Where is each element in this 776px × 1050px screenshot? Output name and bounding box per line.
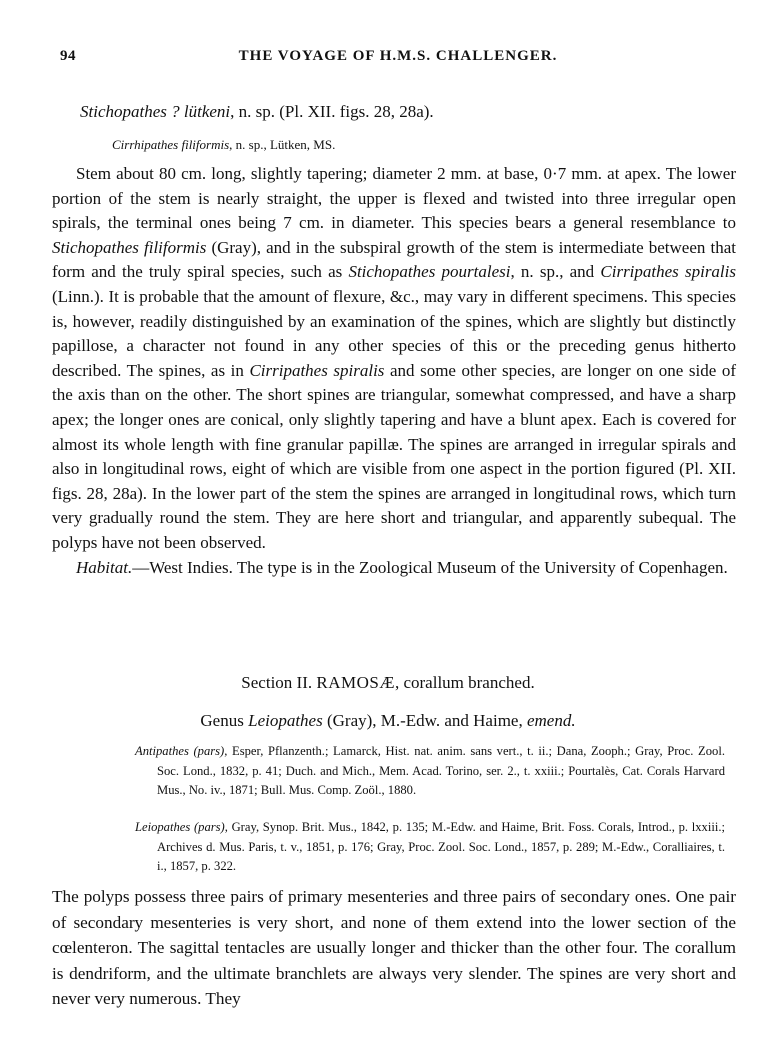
- genus-heading: [0, 711, 776, 731]
- reference-entry: [135, 742, 725, 801]
- genus-description: [52, 884, 736, 1012]
- habitat-paragraph: [52, 556, 736, 581]
- reference-taxon: Leiopathes (pars): [135, 820, 225, 834]
- synonym-line: [112, 137, 335, 153]
- habitat-label: Habitat.: [76, 557, 133, 577]
- reference-text: , Esper, Pflanzenth.; Lamarck, Hist. nat. anim. sans vert., t. ii.; Dana, Zooph.; Gray, Proc. Zool. Soc. Lond., 1832, p. 41; Duch. and Mich., Mem. Acad. Torino, ser. 2., t. xxiii.; Pourtalès, Cat. Corals Harvard Mus., No. iv., 1871; Bull. Mus. Comp. Zoöl., 1880.: [157, 744, 725, 797]
- species-description: [52, 162, 736, 580]
- synonymy-reference: [135, 818, 725, 877]
- description-text-1: Stem about 80 cm. long, slightly tapering; diameter 2 mm. at base, 0·7 mm. at apex. The lower portion of the stem is nearly straight, the upper is flexed and twisted into three irregular open spirals, the terminal ones being 7 cm. in diameter. This species bears a general resemblance to: [52, 164, 736, 233]
- description-taxon-4: Cirripathes spiralis: [249, 360, 385, 380]
- description-text-5: and some other species, are longer on one side of the axis than on the other. The short spines are triangular, somewhat compressed, and have a sharp apex; the longer ones are conical, only slightly tapering and have a blunt apex. Each is covered for almost its whole length with fine granular papillæ. The spines are arranged in irregular spirals and also in longitudinal rows, eight of which are visible from one aspect in the portion figured (Pl. XII. figs. 28, 28a). In the lower part of the stem the spines are arranged in longitudinal rows, which turn very gradually round the stem. They are here short and triangular, and apparently subequal. The polyps have not been observed.: [52, 360, 736, 552]
- section-name: RAMOSÆ: [316, 673, 395, 692]
- page-header: [60, 48, 736, 72]
- description-text-2: (Gray), and in the subspiral growth of the stem is intermediate between that form and the truly spiral species, such as: [52, 237, 736, 282]
- synonym-rest: , n. sp., Lütken, MS.: [229, 137, 336, 152]
- description-taxon-1: Stichopathes filiformis: [52, 237, 207, 257]
- species-name: Stichopathes ? lütkeni: [80, 102, 231, 121]
- habitat-text: —West Indies. The type is in the Zoological Museum of the University of Copenhagen.: [132, 557, 728, 577]
- section-suffix: , corallum branched.: [394, 673, 535, 692]
- running-title: THE VOYAGE OF H.M.S. CHALLENGER.: [238, 48, 558, 64]
- synonymy-reference: [135, 742, 725, 801]
- reference-taxon: Antipathes (pars): [135, 744, 225, 758]
- genus-emend: emend.: [526, 711, 576, 730]
- species-suffix: , n. sp. (Pl. XII. figs. 28, 28a).: [230, 102, 434, 121]
- description-taxon-2: Stichopathes pourtalesi: [348, 262, 511, 282]
- reference-text: , Gray, Synop. Brit. Mus., 1842, p. 135; M.-Edw. and Haime, Brit. Foss. Corals, Introd., p. lxxiii.; Archives d. Mus. Paris, t. v., 1851, p. 176; Gray, Proc. Zool. Soc. Lond., 1857, p. 289; M.-Edw., Coralliaires, t. i., 1857, p. 322.: [157, 820, 726, 873]
- genus-prefix: Genus: [200, 711, 249, 730]
- description-paragraph: [52, 162, 736, 556]
- description-text-4: (Linn.). It is probable that the amount of flexure, &c., may vary in different specimens. This species is, however, readily distinguished by an examination of the spines, which are slightly but distinctly papillose, a character not found in any other species of this or the preceding genus hitherto described. The spines, as in: [52, 286, 736, 380]
- species-heading: [80, 102, 434, 122]
- section-prefix: Section II.: [241, 673, 317, 692]
- section-heading: [0, 673, 776, 693]
- reference-entry: [135, 818, 725, 877]
- genus-name: Leiopathes: [248, 711, 323, 730]
- description-taxon-3: Cirripathes spiralis: [600, 262, 736, 282]
- genus-description-paragraph: The polyps possess three pairs of primary mesenteries and three pairs of secondary ones. One pair of secondary mesenteries is very short, and none of them extend into the lower section of the cœlenteron. The sagittal tentacles are usually longer and thicker than the other four. The corallum is dendriform, and the ultimate branchlets are always very slender. The spines are very short and never very numerous. They: [52, 887, 736, 1008]
- page-number: 94: [60, 48, 76, 64]
- genus-authority: (Gray), M.-Edw. and Haime,: [322, 711, 527, 730]
- description-text-3: , n. sp., and: [510, 262, 601, 282]
- synonym-name: Cirrhipathes filiformis: [112, 137, 230, 152]
